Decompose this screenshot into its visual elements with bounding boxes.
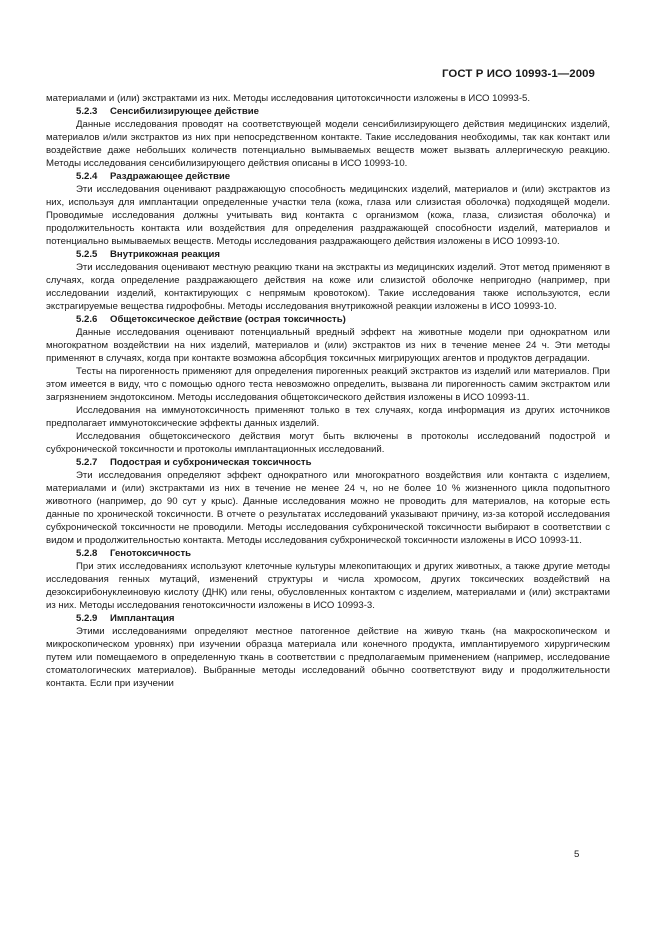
section-heading — [46, 313, 610, 326]
document-body — [46, 92, 610, 690]
section-heading — [46, 248, 610, 261]
section-number: 5.2.8 — [76, 548, 98, 559]
standard-header: ГОСТ Р ИСО 10993-1—2009 — [442, 68, 595, 80]
section-number: 5.2.5 — [76, 249, 98, 260]
paragraph: Тесты на пирогенность применяют для определения пирогенных реакций экстрактов из изделий или материалов. При этом имеется в виду, что с помощью одного теста невозможно определить, вызвана ли пирогенность самим экстрактом или загрязнением эндотоксином. Методы исследования общетоксического действия изложены в ИСО 10993-11. — [46, 366, 610, 403]
section-title: Генотоксичность — [110, 548, 192, 559]
paragraph: Исследования на иммунотоксичность применяют только в тех случаях, когда информация из других источников предполагает иммунотоксические эффекты данных изделий. — [46, 405, 610, 429]
section-title: Имплантация — [110, 613, 175, 624]
section-title: Раздражающее действие — [110, 171, 231, 182]
paragraph: Эти исследования определяют эффект однократного или многократного воздействия или контакта с изделием, материалами и (или) экстрактами из них в течение не менее 24 ч, но не более 10 % жизненного цикла подопытного животного (например, до 90 сут у крыс). Данные исследования можно не проводить для материалов, на которые есть данные по хронической токсичности. В отчете о результатах исследований указывают причину, из-за которой исследования субхронической токсичности не проводили. Методы исследования субхронической токсичности выбирают в соответствии с видом и продолжительностью контакта. Методы исследования субхронической токсичности изложены в ИСО 10993-11. — [46, 470, 610, 546]
paragraph: Данные исследования оценивают потенциальный вредный эффект на животные модели при однократном или многократном воздействии на них изделий, материалов и (или) экстрактов из них в течение менее 24 ч. Эти методы применяют в случаях, когда при контакте возможна абсорбция токсичных мигрирующих агентов и продуктов деградации. — [46, 327, 610, 364]
section-title: Внутрикожная реакция — [110, 249, 220, 260]
section-number: 5.2.4 — [76, 171, 98, 182]
paragraph: Исследования общетоксического действия могут быть включены в протоколы исследований подострой и субхронической токсичности и протоколы имплантационных исследований. — [46, 431, 610, 455]
section-number: 5.2.9 — [76, 613, 98, 624]
section-heading — [46, 170, 610, 183]
page-number: 5 — [574, 849, 580, 860]
paragraph: При этих исследованиях используют клеточные культуры млекопитающих и других животных, а также другие методы исследования генных мутаций, изменений структуры и числа хромосом, других токсических воздействий на дезоксирибонуклеиновую кислоту (ДНК) или гены, обусловленных контактом с изделием, материалами и (или) экстрактами из них. Методы исследования генотоксичности изложены в ИСО 10993-3. — [46, 561, 610, 611]
section-number: 5.2.3 — [76, 106, 98, 117]
paragraph: Данные исследования проводят на соответствующей модели сенсибилизирующего действия медицинских изделий, материалов и/или экстрактов из них при непосредственном контакте. Такие исследования необходимы, так как контакт или воздействие даже небольших количеств потенциально вымываемых веществ может вызвать аллергическую реакцию. Методы исследования сенсибилизирующего действия описаны в ИСО 10993-10. — [46, 119, 610, 169]
paragraph: Этими исследованиями определяют местное патогенное действие на живую ткань (на макроскопическом и микроскопическом уровнях) при изучении образца материала или конечного продукта, имплантируемого хирургическим путем или помещаемого в определенную ткань в соответствии с предполагаемым применением (например, исследование стоматологических материалов). Выбранные методы исследований обычно соответствуют виду и продолжительности контакта. Если при изучении — [46, 626, 610, 689]
section-number: 5.2.6 — [76, 314, 98, 325]
section-title: Подострая и субхроническая токсичность — [110, 457, 312, 468]
paragraph: материалами и (или) экстрактами из них. Методы исследования цитотоксичности изложены в ИСО 10993-5. — [46, 93, 531, 104]
section-number: 5.2.7 — [76, 457, 98, 468]
section-heading — [46, 456, 610, 469]
section-heading — [46, 547, 610, 560]
section-heading — [46, 612, 610, 625]
section-heading — [46, 105, 610, 118]
paragraph: Эти исследования оценивают раздражающую способность медицинских изделий, материалов и (или) экстрактов из них, используя для имплантации определенные участки тела (кожа, глаза или слизистая оболочка) подходящей модели. Проводимые исследования должны учитывать вид контакта с организмом (кожа, глаза, слизистая оболочка) и продолжительность контакта или воздействия для определения раздражающей способности изделий, материалов и потенциально вымываемых веществ. Методы исследования раздражающего действия изложены в ИСО 10993-10. — [46, 184, 610, 247]
section-title: Общетоксическое действие (острая токсичность) — [110, 314, 346, 325]
section-title: Сенсибилизирующее действие — [110, 106, 259, 117]
paragraph: Эти исследования оценивают местную реакцию ткани на экстракты из медицинских изделий. Этот метод применяют в случаях, когда определение раздражающего действия на коже или слизистой оболочке непригодно (например, при исследовании изделий, контактирующих с непрямым кровотоком). Такие исследования также используются, если экстрагируемые вещества гидрофобны. Методы исследования внутрикожной реакции изложены в ИСО 10993-10. — [46, 262, 610, 312]
